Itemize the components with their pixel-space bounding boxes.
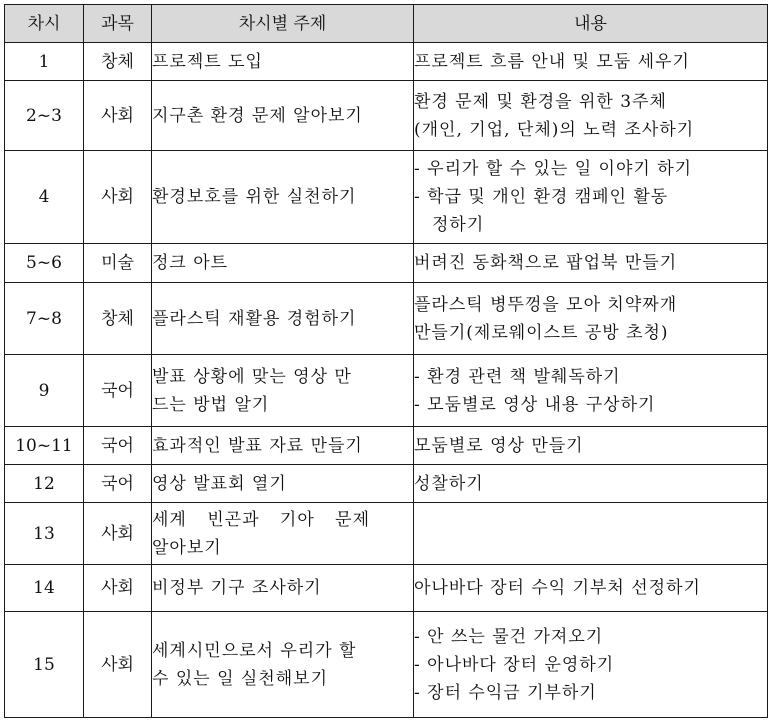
content-line: 성찰하기	[414, 473, 484, 494]
header-subject: 과목	[84, 5, 152, 43]
table-row	[5, 565, 768, 612]
content	[414, 151, 768, 244]
session-number: 2~3	[5, 81, 84, 151]
topic-line: 세계 빈곤과 기아 문제	[152, 509, 371, 530]
subject: 사회	[84, 503, 152, 565]
content-line: 환경 문제 및 환경을 위한 3주체	[414, 91, 667, 112]
lesson-plan-table	[4, 4, 768, 718]
content	[414, 612, 768, 718]
topic-line: 수 있는 일 실천해보기	[152, 668, 329, 689]
topic-line: 지구촌 환경 문제 알아보기	[152, 105, 363, 126]
table-row	[5, 283, 768, 355]
topic-line: 프로젝트 도입	[152, 51, 263, 72]
subject: 창체	[84, 43, 152, 81]
topic-line: 영상 발표회 열기	[152, 473, 287, 494]
content-line: 프로젝트 흐름 안내 및 모둠 세우기	[414, 51, 690, 72]
session-number: 12	[5, 465, 84, 503]
subject: 사회	[84, 151, 152, 244]
content-bullet: - 우리가 할 수 있는 일 이야기 하기	[414, 159, 693, 179]
topic	[152, 427, 414, 465]
content	[414, 81, 768, 151]
topic-line: 드는 방법 알기	[152, 394, 270, 415]
session-number: 13	[5, 503, 84, 565]
header-content: 내용	[414, 5, 768, 43]
content	[414, 427, 768, 465]
topic	[152, 43, 414, 81]
content-line: 만들기(제로웨이스트 공방 초청)	[414, 322, 669, 343]
content-line: 버려진 동화책으로 팝업북 만들기	[414, 253, 678, 273]
table-row	[5, 244, 768, 283]
session-number: 1	[5, 43, 84, 81]
content-bullet: - 장터 수익금 기부하기	[414, 682, 597, 703]
content-bullet: - 환경 관련 책 발췌독하기	[414, 366, 621, 387]
topic-line: 발표 상황에 맞는 영상 만	[152, 366, 352, 387]
topic	[152, 283, 414, 355]
topic-line: 플라스틱 재활용 경험하기	[152, 308, 357, 329]
session-number: 10~11	[5, 427, 84, 465]
topic	[152, 503, 414, 565]
table-row	[5, 465, 768, 503]
content	[414, 465, 768, 503]
topic-line: 알아보기	[152, 537, 222, 558]
subject: 미술	[84, 244, 152, 283]
table-header-row	[5, 5, 768, 43]
header-session: 차시	[5, 5, 84, 43]
content-line: 아나바다 장터 수익 기부처 선정하기	[414, 578, 701, 598]
session-number: 5~6	[5, 244, 84, 283]
table-row	[5, 355, 768, 427]
topic-line: 효과적인 발표 자료 만들기	[152, 435, 363, 456]
topic	[152, 151, 414, 244]
content-bullet: - 아나바다 장터 운영하기	[414, 654, 615, 675]
topic	[152, 244, 414, 283]
table-row	[5, 503, 768, 565]
topic	[152, 355, 414, 427]
topic-line: 환경보호를 위한 실천하기	[152, 187, 357, 207]
topic	[152, 565, 414, 612]
session-number: 7~8	[5, 283, 84, 355]
table-row	[5, 612, 768, 718]
content-bullet-continuation: 정하기	[432, 215, 485, 235]
subject: 국어	[84, 465, 152, 503]
topic-line: 비정부 기구 조사하기	[152, 578, 322, 598]
session-number: 15	[5, 612, 84, 718]
content	[414, 43, 768, 81]
topic	[152, 612, 414, 718]
content	[414, 283, 768, 355]
session-number: 14	[5, 565, 84, 612]
content-bullet: - 안 쓰는 물건 가져오기	[414, 626, 604, 647]
content-bullet: - 모둠별로 영상 내용 구상하기	[414, 394, 656, 415]
content-bullet: - 학급 및 개인 환경 캠페인 활동	[414, 187, 669, 207]
subject: 국어	[84, 427, 152, 465]
topic-line: 정크 아트	[152, 253, 229, 273]
table-row	[5, 43, 768, 81]
content	[414, 244, 768, 283]
subject: 사회	[84, 612, 152, 718]
subject: 사회	[84, 565, 152, 612]
subject: 사회	[84, 81, 152, 151]
table-row	[5, 81, 768, 151]
session-number: 4	[5, 151, 84, 244]
content	[414, 355, 768, 427]
content	[414, 565, 768, 612]
subject: 국어	[84, 355, 152, 427]
table-row	[5, 151, 768, 244]
content-line: 플라스틱 병뚜껑을 모아 치약짜개	[414, 294, 678, 315]
topic	[152, 465, 414, 503]
session-number: 9	[5, 355, 84, 427]
topic-line: 세계시민으로서 우리가 할	[152, 640, 357, 661]
content-line: 모둠별로 영상 만들기	[414, 435, 584, 456]
topic	[152, 81, 414, 151]
header-topic: 차시별 주제	[152, 5, 414, 43]
subject: 창체	[84, 283, 152, 355]
table-row	[5, 427, 768, 465]
content-line: (개인, 기업, 단체)의 노력 조사하기	[414, 119, 695, 140]
content-empty	[414, 503, 768, 565]
